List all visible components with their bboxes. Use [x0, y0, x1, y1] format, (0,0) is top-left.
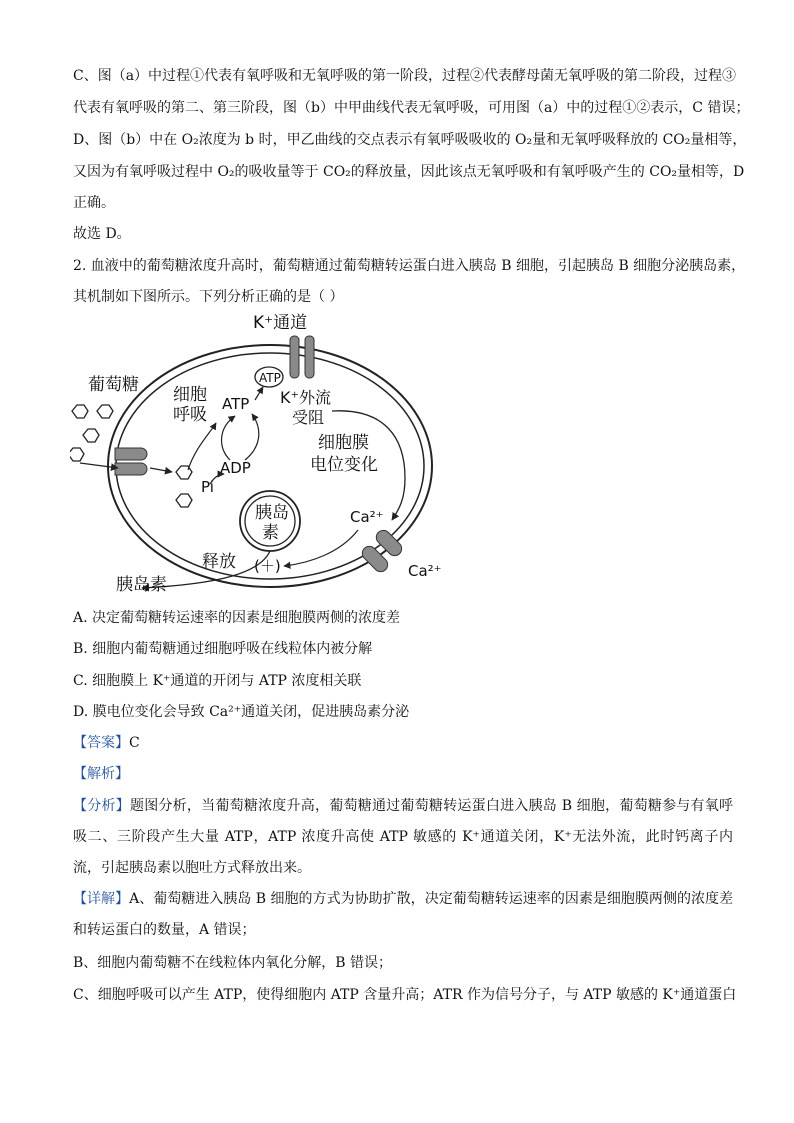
promote-sign: (＋) — [254, 557, 281, 575]
text-line: D、图（b）中在 O₂浓度为 b 时，甲乙曲线的交点表示有氧呼吸吸收的 O₂量和无氧呼吸释放的 CO₂量相等， — [73, 132, 747, 148]
detail-text: A、葡萄糖进入胰岛 B 细胞的方式为协助扩散，决定葡萄糖转运速率的因素是细胞膜两侧的浓度差和转运蛋白的数量，A 错误； — [73, 891, 734, 938]
text-line: 正确。 — [73, 195, 115, 211]
answer-label: 【答案】 — [73, 735, 129, 751]
analysis-tag: 【分析】 — [73, 798, 130, 814]
ca-outside-label: Ca²⁺ — [408, 562, 442, 580]
svg-text:ATP: ATP — [259, 371, 281, 385]
membrane-potential-label: 细胞膜 — [318, 433, 369, 453]
svg-text:受阻: 受阻 — [292, 408, 325, 427]
pi-label: Pi — [201, 478, 214, 496]
question-line: 2. 血液中的葡萄糖浓度升高时，葡萄糖通过葡萄糖转运蛋白进入胰岛 B 细胞，引起胰岛 B 细胞分泌胰岛素， — [73, 258, 746, 274]
question-line: 其机制如下图所示。下列分析正确的是（ ） — [73, 289, 344, 305]
text-line: C、图（a）中过程①代表有氧呼吸和无氧呼吸的第一阶段，过程②代表酵母菌无氧呼吸的第二阶段，过程③ — [73, 68, 737, 84]
ca-channel-icon — [359, 527, 404, 574]
text-line: 故选 D。 — [73, 226, 131, 242]
text-line: 代表有氧呼吸的第二、第三阶段，图（b）中甲曲线代表无氧呼吸，可用图（a）中的过程①②表示，C 错误； — [73, 100, 750, 116]
analysis-paragraph — [73, 791, 733, 884]
svg-text:呼吸: 呼吸 — [173, 405, 207, 425]
k-channel-label: K⁺通道 — [253, 313, 308, 333]
k-outflow-label: K⁺外流 — [280, 388, 331, 407]
option-d: D. 膜电位变化会导致 Ca²⁺通道关闭，促进胰岛素分泌 — [73, 704, 410, 720]
insulin-secretion-diagram — [70, 308, 450, 598]
detail-paragraph — [73, 884, 733, 946]
detail-line: B、细胞内葡萄糖不在线粒体内氧化分解，B 错误； — [73, 955, 393, 971]
text-line: 又因为有氧呼吸过程中 O₂的吸收量等于 CO₂的释放量，因此该点无氧呼吸和有氧呼吸产生的 CO₂量相等，D — [73, 164, 745, 180]
insulin-out-label: 胰岛素 — [116, 575, 167, 595]
glucose-transporter-icon — [115, 448, 147, 475]
glucose-label: 葡萄糖 — [88, 375, 139, 395]
option-c: C. 细胞膜上 K⁺通道的开闭与 ATP 浓度相关联 — [73, 673, 362, 689]
analysis-text: 题图分析，当葡萄糖浓度升高，葡萄糖通过葡萄糖转运蛋白进入胰岛 B 细胞，葡萄糖参与有氧呼吸二、三阶段产生大量 ATP，ATP 浓度升高使 ATP 敏感的 K⁺通道关闭，K⁺无法外流，此时钙离子内流，引起胰岛素以胞吐方式释放出来。 — [73, 798, 734, 876]
answer-line — [73, 733, 140, 753]
svg-text:素: 素 — [262, 523, 279, 543]
insulin-vesicle-label: 胰岛 — [255, 503, 289, 523]
atp-label: ATP — [222, 395, 250, 413]
adp-label: ADP — [220, 459, 251, 477]
option-a: A. 决定葡萄糖转运速率的因素是细胞膜两侧的浓度差 — [73, 610, 401, 626]
answer-value: C — [129, 735, 140, 751]
release-label: 释放 — [202, 552, 236, 572]
option-b: B. 细胞内葡萄糖通过细胞呼吸在线粒体内被分解 — [73, 641, 373, 657]
ca-inside-label: Ca²⁺ — [350, 508, 384, 526]
detail-tag: 【详解】 — [73, 891, 130, 907]
respiration-label: 细胞 — [173, 385, 207, 405]
k-channel-icon — [290, 336, 314, 378]
svg-text:电位变化: 电位变化 — [310, 455, 378, 475]
detail-line: C、细胞呼吸可以产生 ATP，使得细胞内 ATP 含量升高；ATR 作为信号分子，与 ATP 敏感的 K⁺通道蛋白 — [73, 987, 737, 1003]
analysis-label: 【解析】 — [73, 766, 129, 782]
